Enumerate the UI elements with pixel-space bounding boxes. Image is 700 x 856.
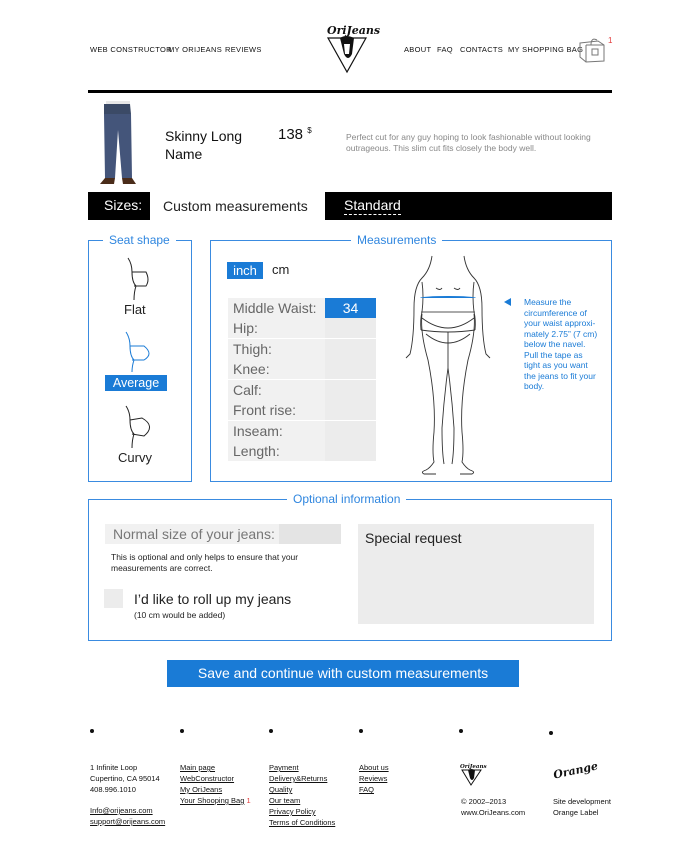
site-url: www.OriJeans.com <box>461 808 526 817</box>
measure-row-hip[interactable] <box>228 318 376 338</box>
measure-row-thigh[interactable] <box>228 339 376 359</box>
footer-emails <box>90 805 165 827</box>
sizes-label: Sizes: <box>104 197 143 213</box>
seat-option-average[interactable]: Average <box>105 375 167 391</box>
measure-label: Knee: <box>228 359 325 379</box>
tab-standard[interactable]: Standard <box>344 197 401 213</box>
rollup-checkbox[interactable] <box>104 589 123 608</box>
measure-input[interactable] <box>325 318 376 338</box>
optional-info-title: Optional information <box>287 492 406 506</box>
address-line: 1 Infinite Loop <box>90 763 138 772</box>
footer-bullet <box>459 729 463 733</box>
measure-row-middle-waist[interactable] <box>228 298 376 318</box>
footer-col-about <box>359 762 389 795</box>
tab-custom-measurements[interactable]: Custom measurements <box>150 192 325 220</box>
measure-label: Thigh: <box>228 339 325 359</box>
header-divider <box>88 90 612 93</box>
product-image <box>92 100 142 186</box>
price-value: 138 <box>278 126 304 143</box>
nav-contacts[interactable]: CONTACTS <box>460 45 504 54</box>
measure-row-front-rise[interactable] <box>228 400 376 420</box>
seat-option-curvy[interactable]: Curvy <box>118 450 152 465</box>
footer-col-info <box>269 762 335 828</box>
email-support-link[interactable]: support@orijeans.com <box>90 817 166 826</box>
normal-size-field[interactable] <box>105 524 341 544</box>
footer-link-shopping-bag[interactable]: Your Shooping Bag <box>180 796 245 805</box>
rollup-label: I’d like to roll up my jeans <box>134 591 292 607</box>
footer-logo-icon <box>459 762 487 786</box>
measure-label: Middle Waist: <box>228 298 325 318</box>
seat-curvy-icon[interactable] <box>120 404 156 450</box>
product-price <box>278 126 312 143</box>
unit-cm-toggle[interactable]: cm <box>272 262 290 277</box>
footer-link-main[interactable]: Main page <box>180 763 216 772</box>
footer-dev-credit <box>553 796 611 818</box>
footer-link-faq[interactable]: FAQ <box>359 785 375 794</box>
save-continue-button[interactable]: Save and continue with custom measurements <box>167 660 519 687</box>
product-name-line1: Skinny Long <box>165 128 243 144</box>
normal-size-label: Normal size of your jeans: <box>113 526 275 542</box>
special-request-placeholder: Special request <box>365 530 462 546</box>
seat-shape-title: Seat shape <box>103 233 176 247</box>
address-line: Cupertino, CA 95014 <box>90 774 160 783</box>
footer-bullet <box>269 729 273 733</box>
measure-input[interactable]: 34 <box>325 298 376 318</box>
measurement-hint: Measure the circumference of your waist approxi-mately 2.75” (7 cm) below the navel. Pull the tape as tight as you want the jeans to fit your body. <box>524 297 598 391</box>
measurements-title: Measurements <box>351 233 442 247</box>
hint-arrow-icon <box>504 298 511 306</box>
dev-credit-line: Site development <box>553 797 611 806</box>
logo-icon <box>322 22 381 74</box>
product-description: Perfect cut for any guy hoping to look fashionable without looking outrageous. This slim cut fits closely the body well. <box>346 132 591 153</box>
seat-option-flat[interactable]: Flat <box>124 302 146 317</box>
nav-reviews[interactable]: REVIEWS <box>225 45 262 54</box>
nav-faq[interactable]: FAQ <box>437 45 453 54</box>
orange-label-logo[interactable]: Orange <box>552 759 600 782</box>
footer-link-webconstructor[interactable]: WebConstructor <box>180 774 235 783</box>
copyright-text: © 2002–2013 <box>461 797 507 806</box>
measure-label: Length: <box>228 441 325 461</box>
seat-average-icon[interactable] <box>120 330 154 374</box>
rollup-note: (10 cm would be added) <box>134 610 226 620</box>
footer-bag-badge: 1 <box>246 796 251 805</box>
product-name-line2: Name <box>165 146 203 162</box>
measure-label: Calf: <box>228 380 325 400</box>
body-figure-illustration <box>400 256 496 476</box>
bag-count-badge: 1 <box>608 36 613 45</box>
nav-web-constructor[interactable]: WEB CONSTRUCTOR <box>90 45 172 54</box>
nav-shopping-bag[interactable]: MY SHOPPING BAG <box>508 45 584 54</box>
measure-input[interactable] <box>325 441 376 461</box>
measure-input[interactable] <box>325 359 376 379</box>
nav-my-orijeans[interactable]: MY ORIJEANS <box>168 45 223 54</box>
footer-bullet <box>549 731 553 735</box>
footer-link-my-orijeans[interactable]: My OriJeans <box>180 785 223 794</box>
shopping-bag-icon[interactable] <box>578 35 606 63</box>
footer-bullet <box>359 729 363 733</box>
price-currency: $ <box>307 126 312 135</box>
footer-link-reviews[interactable]: Reviews <box>359 774 388 783</box>
site-logo[interactable] <box>322 22 381 74</box>
footer-link-about[interactable]: About us <box>359 763 389 772</box>
unit-inch-toggle[interactable]: inch <box>227 262 263 279</box>
footer-address <box>90 762 160 795</box>
measure-row-length[interactable] <box>228 441 376 461</box>
svg-text:OriJeans: OriJeans <box>327 24 381 37</box>
special-request-textarea[interactable] <box>358 524 594 624</box>
footer-col-navigation <box>180 762 251 806</box>
footer-link-delivery[interactable]: Delivery&Returns <box>269 774 328 783</box>
measure-input[interactable] <box>325 339 376 359</box>
email-info-link[interactable]: Info@orijeans.com <box>90 806 153 815</box>
measure-row-calf[interactable] <box>228 380 376 400</box>
footer-bullet <box>90 729 94 733</box>
measure-label: Front rise: <box>228 400 325 420</box>
footer-link-quality[interactable]: Quality <box>269 785 293 794</box>
measure-label: Inseam: <box>228 421 325 441</box>
measure-row-knee[interactable] <box>228 359 376 379</box>
normal-size-input[interactable] <box>279 524 341 544</box>
measure-input[interactable] <box>325 380 376 400</box>
nav-about[interactable]: ABOUT <box>404 45 432 54</box>
measure-input[interactable] <box>325 400 376 420</box>
footer-link-privacy[interactable]: Privacy Policy <box>269 807 316 816</box>
footer-link-terms[interactable]: Terms of Conditions <box>269 818 336 827</box>
normal-size-note: This is optional and only helps to ensure that your measurements are correct. <box>111 552 299 573</box>
product-name <box>165 127 242 163</box>
seat-flat-icon[interactable] <box>120 256 154 302</box>
measure-label: Hip: <box>228 318 325 338</box>
measure-input[interactable] <box>325 421 376 441</box>
dev-credit-name: Orange Label <box>553 808 599 817</box>
phone-number: 408.996.1010 <box>90 785 136 794</box>
waist-tape-indicator <box>420 296 476 300</box>
footer-link-payment[interactable]: Payment <box>269 763 299 772</box>
footer-copyright <box>461 796 525 818</box>
footer-bullet <box>180 729 184 733</box>
svg-text:OriJeans: OriJeans <box>460 764 487 770</box>
measure-row-inseam[interactable] <box>228 421 376 441</box>
footer-link-team[interactable]: Our team <box>269 796 301 805</box>
